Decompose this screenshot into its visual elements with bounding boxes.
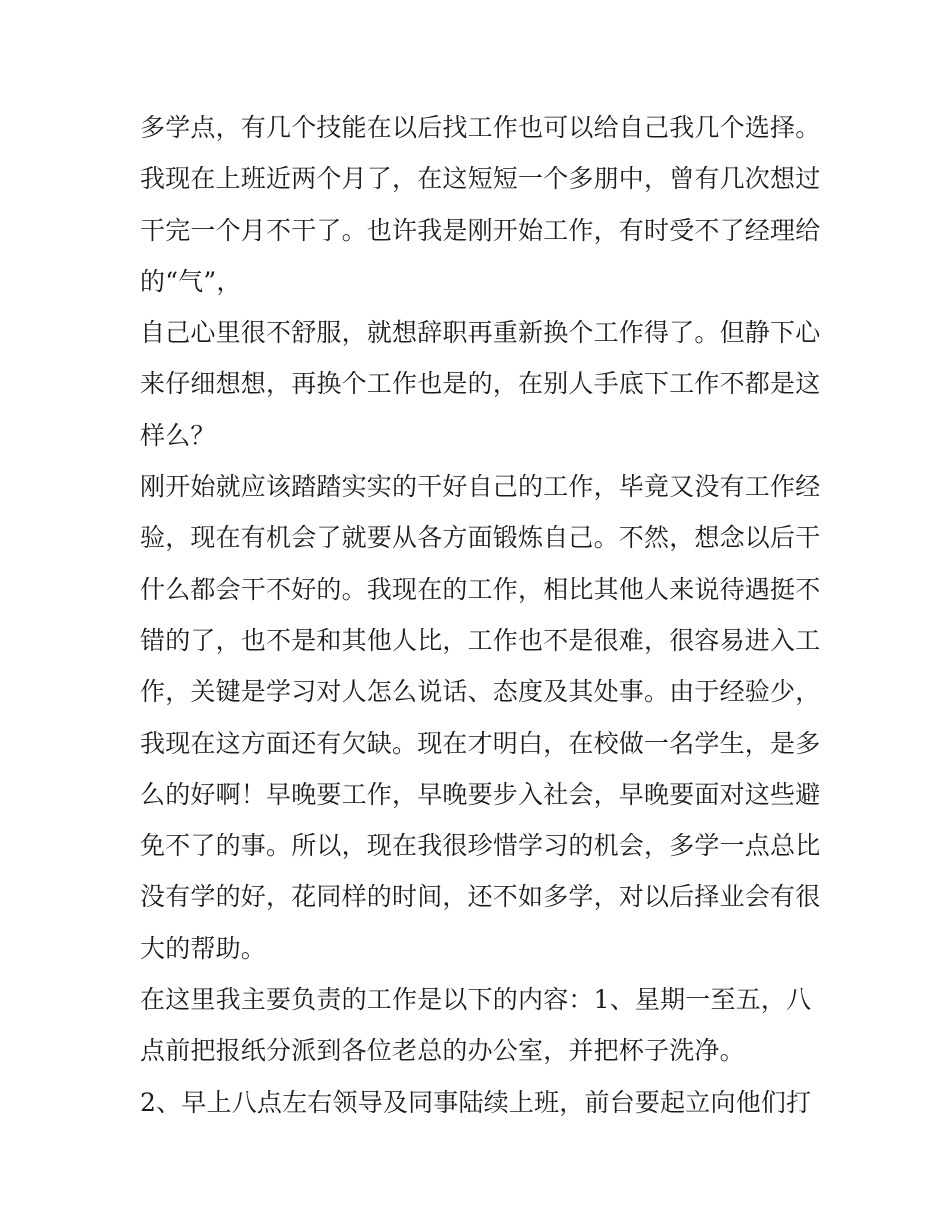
text-line: 我现在上班近两个月了，在这短短一个多朋中，曾有几次想过 (140, 164, 821, 194)
text-line: 错的了，也不是和其他人比，工作也不是很难，很容易进入工 (140, 625, 821, 655)
text-line: 2、早上八点左右领导及同事陆续上班，前台要起立向他们打 (140, 1087, 812, 1117)
text-line: 没有学的好，花同样的时间，还不如多学，对以后择业会有很 (140, 882, 821, 912)
text-line: 作，关键是学习对人怎么说话、态度及其处事。由于经验少， (140, 677, 821, 707)
text-line: 在这里我主要负责的工作是以下的内容：1、星期一至五，八 (140, 985, 812, 1015)
text-line: 验，现在有机会了就要从各方面锻炼自己。不然，想念以后干 (140, 523, 821, 553)
text-line: 点前把报纸分派到各位老总的办公室，并把杯子洗净。 (140, 1036, 745, 1066)
document-body (140, 102, 820, 1128)
text-line: 刚开始就应该踏踏实实的干好自己的工作，毕竟又没有工作经 (140, 472, 821, 502)
text-line: 样么？ (140, 420, 216, 450)
text-line: 多学点，有几个技能在以后找工作也可以给自己我几个选择。 (140, 113, 821, 142)
text-line: 来仔细想想，再换个工作也是的，在别人手底下工作不都是这 (140, 369, 821, 399)
text-line: 自己心里很不舒服，就想辞职再重新换个工作得了。但静下心 (140, 318, 821, 348)
text-line: 的“气”， (140, 266, 242, 296)
text-line: 我现在这方面还有欠缺。现在才明白，在校做一名学生，是多 (140, 728, 821, 758)
text-line: 么的好啊！早晚要工作，早晚要步入社会，早晚要面对这些避 (140, 779, 821, 809)
text-line: 免不了的事。所以，现在我很珍惜学习的机会，多学一点总比 (140, 831, 821, 861)
text-line: 大的帮助。 (140, 933, 267, 963)
text-line: 什么都会干不好的。我现在的工作，相比其他人来说待遇挺不 (140, 574, 821, 604)
text-line: 干完一个月不干了。也许我是刚开始工作，有时受不了经理给 (140, 215, 821, 245)
